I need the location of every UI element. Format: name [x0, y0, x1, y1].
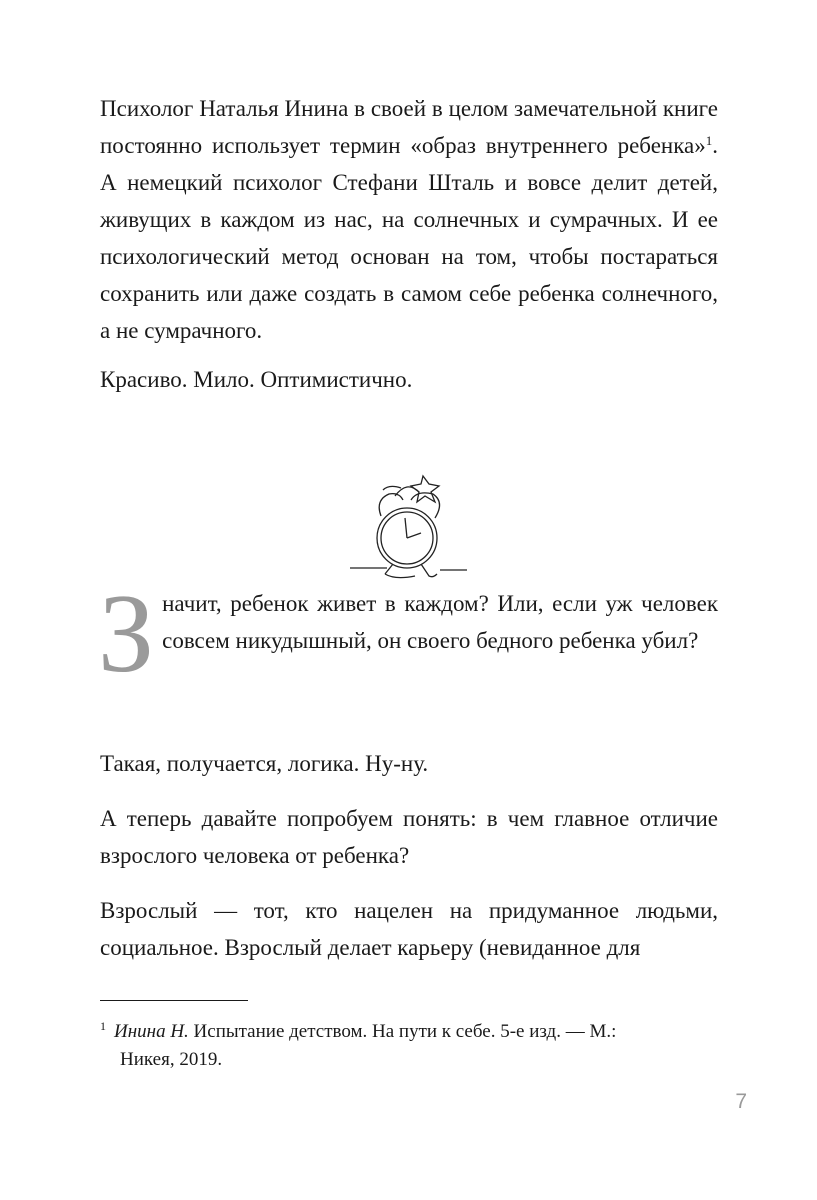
paragraph-2: Красиво. Мило. Оптимистично. [100, 367, 413, 392]
paragraph-6-block [100, 892, 718, 966]
paragraph-5-block [100, 800, 718, 874]
footnote-number: 1 [100, 1019, 106, 1033]
paragraph-6: Взрослый — тот, кто нацелен на придуманное людьми, социальное. Взрослый делает карьеру (невиданное для [100, 898, 718, 960]
dropcap-letter: З [98, 572, 155, 696]
footnote-author: Инина Н. [114, 1021, 189, 1042]
footnote-title: Испытание детством. На пути к себе. 5-е изд. — М.: [188, 1021, 617, 1042]
footnote-line-1 [100, 1012, 720, 1046]
paragraph-1 [100, 90, 718, 349]
dropcap-paragraph-text: начит, ребенок живет в каждом? Или, если уж человек совсем никудышный, он своего бедного ребенка убил? [162, 591, 718, 653]
footnote-divider [100, 1000, 248, 1001]
paragraph-4-block [100, 745, 718, 782]
paragraph-1-text-a: Психолог Наталья Инина в своей в целом замечательной книге постоянно использует термин «образ внутреннего ребенка» [100, 96, 718, 158]
page-number: 7 [735, 1090, 747, 1113]
footnote-line-2: Никея, 2019. [120, 1049, 223, 1070]
footnote-ref[interactable]: 1 [705, 133, 713, 148]
dropcap-paragraph [98, 572, 718, 696]
alarm-clock-icon [345, 470, 470, 582]
paragraph-5: А теперь давайте попробуем понять: в чем главное отличие взрослого человека от ребенка? [100, 806, 718, 868]
footnote [100, 1012, 720, 1074]
main-text [100, 90, 718, 398]
paragraph-4: Такая, получается, логика. Ну-ну. [100, 751, 429, 776]
paragraph-1-text-b: . А немецкий психолог Стефани Шталь и вовсе делит детей, живущих в каждом из нас, на солнечных и сумрачных. И ее психологический метод основан на том, чтобы постараться сохранить или даже создать в самом себе ребенка солнечного, а не сумрачного. [100, 133, 718, 343]
